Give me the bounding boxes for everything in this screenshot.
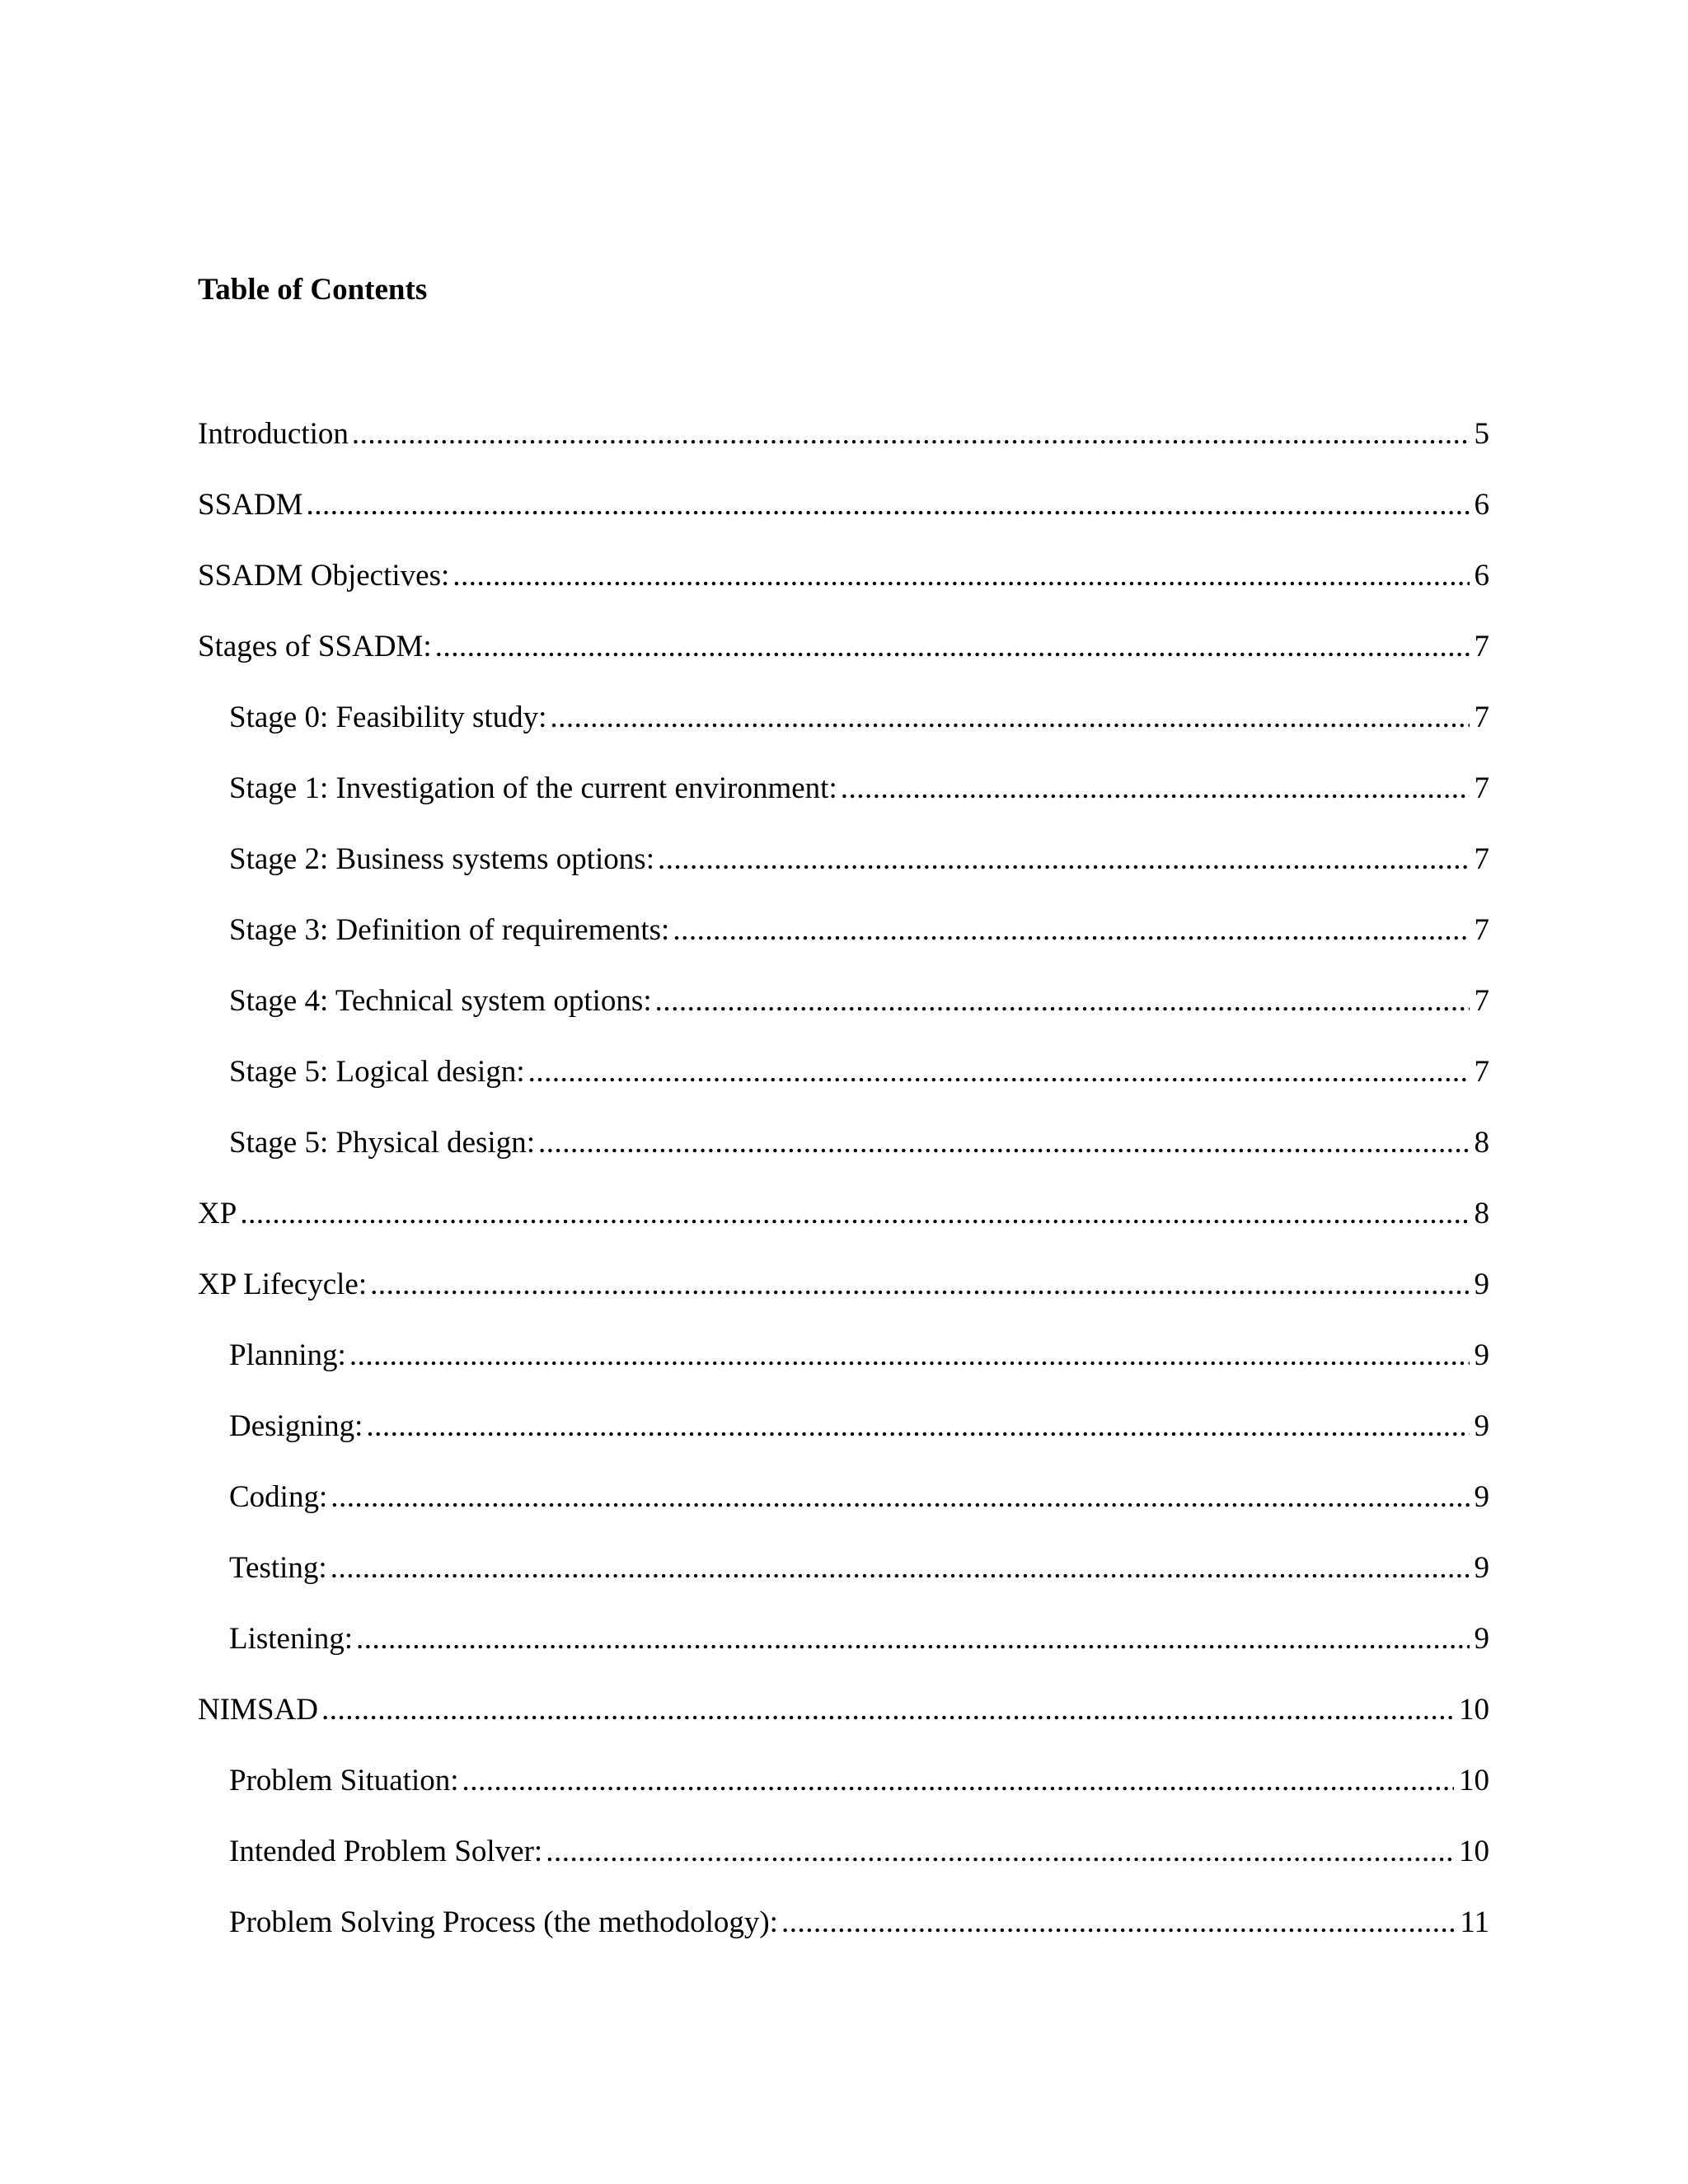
toc-entry-label: SSADM Objectives: <box>198 559 450 593</box>
toc-subentry[interactable] <box>198 1121 1489 1192</box>
toc-entry-label: XP Lifecycle: <box>198 1268 368 1301</box>
toc-entry-label: Intended Problem Solver: <box>229 1835 543 1868</box>
toc-entry[interactable] <box>198 625 1489 696</box>
toc-page-number: 10 <box>1459 1835 1489 1868</box>
toc-entry-label: Stage 3: Definition of requirements: <box>229 913 670 947</box>
toc-page-number: 6 <box>1474 488 1489 522</box>
toc-entry[interactable] <box>198 1263 1489 1333</box>
toc-entry-label: Stage 2: Business systems options: <box>229 842 654 876</box>
toc-dot-leader <box>538 1121 1470 1165</box>
toc-entry[interactable] <box>198 412 1489 483</box>
toc-page-number: 9 <box>1474 1551 1489 1585</box>
toc-page-number: 8 <box>1474 1197 1489 1230</box>
toc-entry-label: Stage 5: Physical design: <box>229 1126 535 1160</box>
toc-dot-leader <box>462 1759 1454 1803</box>
toc-list <box>198 412 1489 1971</box>
toc-entry-label: Designing: <box>229 1409 363 1443</box>
toc-subentry[interactable] <box>198 1404 1489 1475</box>
toc-entry-label: XP <box>198 1197 237 1230</box>
toc-dot-leader <box>655 979 1470 1024</box>
toc-dot-leader <box>307 483 1470 527</box>
toc-entry[interactable] <box>198 1192 1489 1263</box>
toc-page-number: 7 <box>1474 630 1489 663</box>
toc-entry-label: Coding: <box>229 1480 328 1514</box>
toc-subentry[interactable] <box>198 766 1489 837</box>
toc-dot-leader <box>673 908 1469 953</box>
toc-dot-leader <box>321 1688 1454 1732</box>
toc-entry-label: Stage 4: Technical system options: <box>229 984 652 1018</box>
toc-dot-leader <box>658 837 1470 882</box>
toc-dot-leader <box>349 1333 1470 1378</box>
toc-subentry[interactable] <box>198 1050 1489 1121</box>
toc-subentry[interactable] <box>198 1900 1489 1971</box>
toc-dot-leader <box>370 1263 1469 1307</box>
toc-page-number: 9 <box>1474 1622 1489 1656</box>
toc-entry-label: NIMSAD <box>198 1693 318 1727</box>
toc-dot-leader <box>331 1475 1469 1520</box>
toc-entry-label: Problem Situation: <box>229 1764 459 1797</box>
toc-dot-leader <box>356 1617 1469 1661</box>
toc-page-number: 9 <box>1474 1480 1489 1514</box>
toc-page-number: 6 <box>1474 559 1489 593</box>
toc-subentry[interactable] <box>198 1333 1489 1404</box>
toc-page-number: 8 <box>1474 1126 1489 1160</box>
toc-entry[interactable] <box>198 554 1489 625</box>
toc-page-number: 5 <box>1474 417 1489 451</box>
toc-entry-label: Stage 1: Investigation of the current environment: <box>229 771 837 805</box>
toc-entry-label: Stage 5: Logical design: <box>229 1055 525 1089</box>
toc-dot-leader <box>452 554 1469 598</box>
toc-page-number: 9 <box>1474 1268 1489 1301</box>
toc-entry[interactable] <box>198 483 1489 554</box>
toc-dot-leader <box>435 625 1470 669</box>
toc-page-number: 7 <box>1474 701 1489 734</box>
toc-dot-leader <box>781 1900 1455 1945</box>
toc-dot-leader <box>546 1830 1454 1874</box>
toc-subentry[interactable] <box>198 908 1489 979</box>
toc-entry-label: Planning: <box>229 1338 346 1372</box>
toc-page-number: 7 <box>1474 842 1489 876</box>
toc-page-number: 7 <box>1474 771 1489 805</box>
toc-dot-leader <box>331 1546 1470 1591</box>
toc-title: Table of Contents <box>198 273 428 307</box>
toc-dot-leader <box>240 1192 1469 1236</box>
toc-page-number: 9 <box>1474 1338 1489 1372</box>
toc-page-number: 7 <box>1474 913 1489 947</box>
toc-subentry[interactable] <box>198 1617 1489 1688</box>
toc-entry-label: Stages of SSADM: <box>198 630 432 663</box>
toc-dot-leader <box>550 696 1469 740</box>
toc-entry-label: Introduction <box>198 417 349 451</box>
toc-entry-label: Problem Solving Process (the methodology): <box>229 1905 778 1939</box>
toc-entry[interactable] <box>198 1688 1489 1759</box>
toc-subentry[interactable] <box>198 696 1489 766</box>
toc-entry-label: Stage 0: Feasibility study: <box>229 701 547 734</box>
toc-subentry[interactable] <box>198 979 1489 1050</box>
toc-page-number: 10 <box>1459 1693 1489 1727</box>
toc-subentry[interactable] <box>198 1759 1489 1830</box>
toc-page-number: 7 <box>1474 1055 1489 1089</box>
toc-dot-leader <box>366 1404 1469 1449</box>
toc-page-number: 10 <box>1459 1764 1489 1797</box>
toc-subentry[interactable] <box>198 1546 1489 1617</box>
toc-page-number: 9 <box>1474 1409 1489 1443</box>
toc-dot-leader <box>528 1050 1470 1094</box>
toc-dot-leader <box>352 412 1470 457</box>
toc-page-number: 11 <box>1460 1905 1489 1939</box>
toc-subentry[interactable] <box>198 837 1489 908</box>
toc-entry-label: Testing: <box>229 1551 327 1585</box>
toc-entry-label: Listening: <box>229 1622 354 1656</box>
toc-subentry[interactable] <box>198 1475 1489 1546</box>
toc-entry-label: SSADM <box>198 488 303 522</box>
toc-subentry[interactable] <box>198 1830 1489 1900</box>
toc-dot-leader <box>841 766 1470 811</box>
toc-page-number: 7 <box>1474 984 1489 1018</box>
